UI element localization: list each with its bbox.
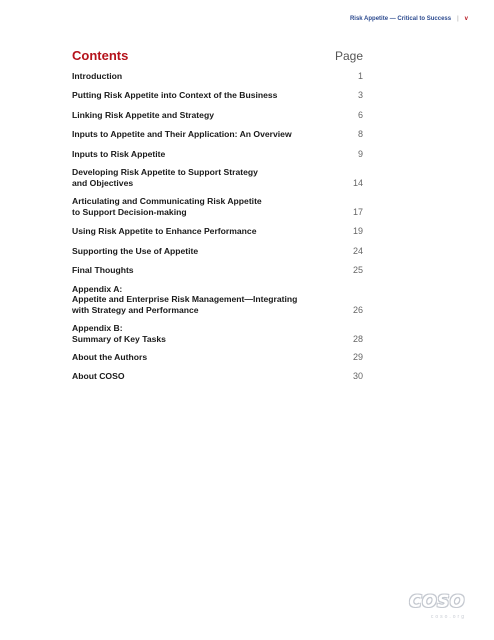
toc-entry-page-number: 17 bbox=[352, 206, 363, 217]
toc-title: Contents bbox=[72, 48, 129, 63]
toc-entry-page-number: 29 bbox=[352, 351, 363, 362]
toc-entry[interactable] bbox=[72, 352, 363, 363]
toc-entry-title[interactable]: About COSO bbox=[72, 370, 125, 381]
toc-entry-page-number: 3 bbox=[357, 89, 363, 100]
toc-entry[interactable] bbox=[72, 71, 363, 82]
toc-entry-title[interactable]: Articulating and Communicating Risk Appetite to Support Decision-making bbox=[72, 196, 262, 217]
toc-entry-title[interactable]: Introduction bbox=[72, 70, 123, 81]
toc-entry-title[interactable]: Supporting the Use of Appetite bbox=[72, 245, 199, 256]
toc-entry-title[interactable]: About the Authors bbox=[72, 351, 148, 362]
logo-wordmark: COSO bbox=[409, 592, 465, 612]
toc-entry-page-number: 8 bbox=[357, 128, 363, 139]
toc-entry[interactable] bbox=[72, 226, 363, 237]
toc-entry[interactable] bbox=[72, 246, 363, 257]
toc-entry-page-number: 1 bbox=[357, 70, 363, 81]
toc-heading-row bbox=[72, 48, 363, 63]
toc-entry-title[interactable]: Using Risk Appetite to Enhance Performance bbox=[72, 225, 257, 236]
toc-entry-title[interactable]: Appendix B: Summary of Key Tasks bbox=[72, 323, 166, 344]
toc-entry-page-number: 30 bbox=[352, 370, 363, 381]
toc-entry[interactable] bbox=[72, 110, 363, 121]
toc-entry[interactable] bbox=[72, 323, 363, 344]
toc-entry-title[interactable]: Developing Risk Appetite to Support Strategy and Objectives bbox=[72, 167, 258, 188]
toc-entry-page-number: 9 bbox=[357, 148, 363, 159]
toc-entry[interactable] bbox=[72, 284, 363, 316]
coso-logo bbox=[408, 594, 466, 622]
toc-entry-page-number: 14 bbox=[352, 177, 363, 188]
header-separator: | bbox=[457, 16, 459, 22]
toc-page-label: Page bbox=[334, 49, 363, 63]
toc-entry-title[interactable]: Final Thoughts bbox=[72, 264, 134, 275]
logo-url: coso.org bbox=[430, 614, 466, 620]
toc-entry-page-number: 25 bbox=[352, 264, 363, 275]
toc-entry-title[interactable]: Putting Risk Appetite into Context of the Business bbox=[72, 89, 278, 100]
toc-entry-page-number: 24 bbox=[352, 245, 363, 256]
toc-entry-title[interactable]: Inputs to Appetite and Their Application: An Overview bbox=[72, 128, 292, 139]
page-number: v bbox=[464, 16, 468, 22]
toc-entry-title[interactable]: Linking Risk Appetite and Strategy bbox=[72, 109, 214, 120]
toc-entry-page-number: 19 bbox=[352, 225, 363, 236]
toc-entry[interactable] bbox=[72, 371, 363, 382]
toc-entry-page-number: 6 bbox=[357, 109, 363, 120]
running-title: Risk Appetite — Critical to Success bbox=[349, 16, 452, 22]
toc-entry[interactable] bbox=[72, 129, 363, 140]
toc-entry[interactable] bbox=[72, 167, 363, 188]
toc-entry[interactable] bbox=[72, 149, 363, 160]
toc-entry-page-number: 28 bbox=[352, 333, 363, 344]
toc-entry-page-number: 26 bbox=[352, 304, 363, 315]
running-header bbox=[350, 16, 468, 22]
toc-entry-title[interactable]: Appendix A: Appetite and Enterprise Risk Management—Integrating with Strategy and Performance bbox=[72, 283, 298, 315]
toc-entry-title[interactable]: Inputs to Risk Appetite bbox=[72, 148, 166, 159]
toc-entry[interactable] bbox=[72, 265, 363, 276]
toc-entry[interactable] bbox=[72, 90, 363, 101]
toc-entry[interactable] bbox=[72, 196, 363, 217]
